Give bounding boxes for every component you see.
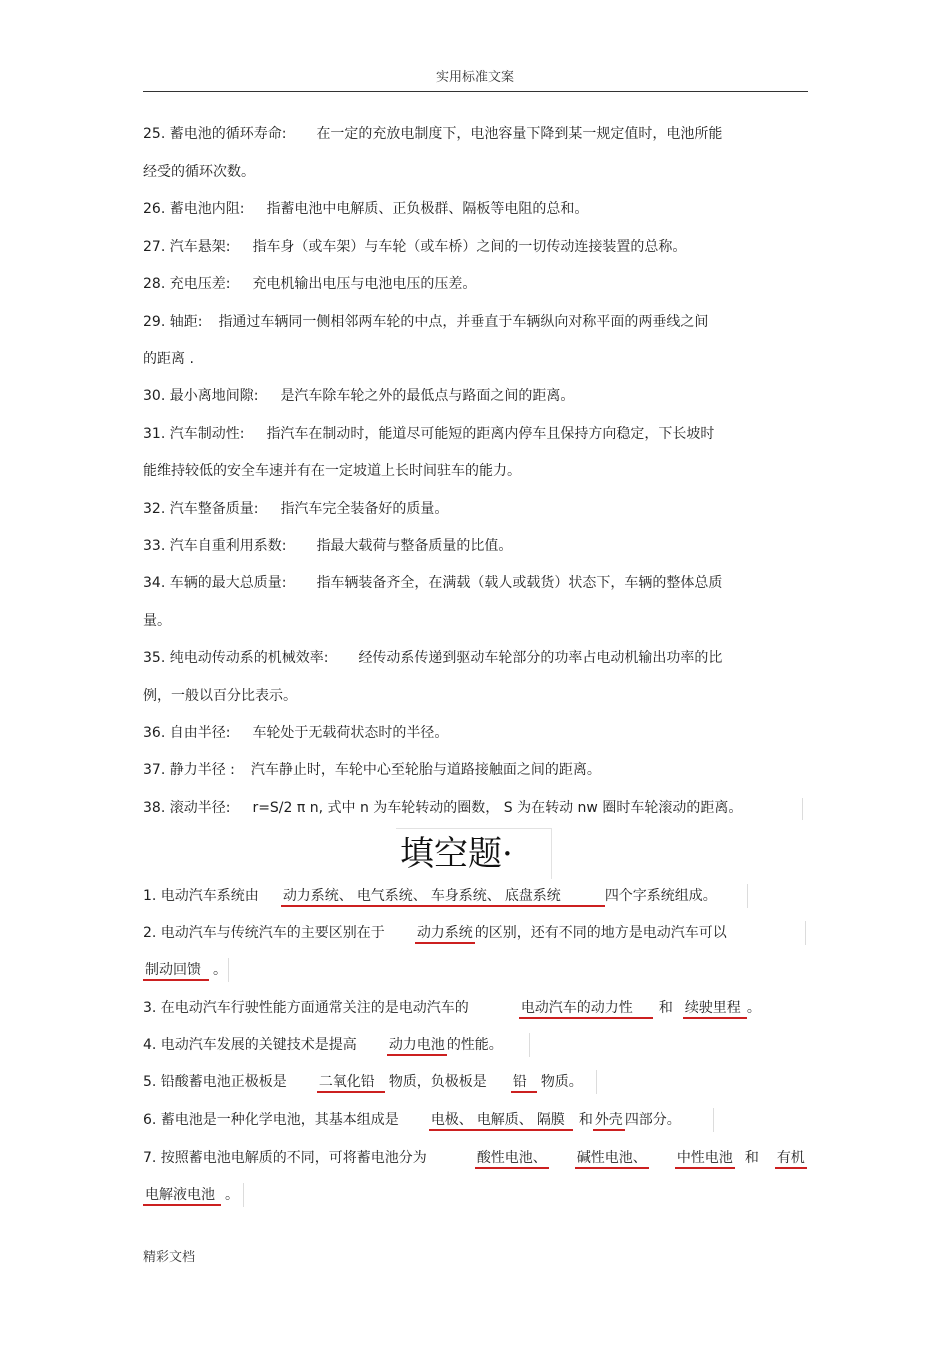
answer-blank: 酸性电池、 [475,1149,549,1169]
question-text: 物质。 [540,1074,583,1090]
answer-blank: 外壳 [593,1111,625,1131]
page-header-title: 实用标准文案 [435,70,514,85]
term: 26. 蓄电池内阻: [143,201,245,217]
answer-blank: 铅 [511,1073,537,1093]
fill-question-7-cont [143,1185,239,1206]
answer-blank: 电解液电池 [143,1186,221,1206]
term: 33. 汽车自重利用系数: [143,538,287,554]
term: 27. 汽车悬架: [143,239,231,255]
fill-question-5 [143,1072,583,1093]
definition-text: 指蓄电池中电解质、正负极群、隔板等电阻的总和。 [266,201,589,217]
definition-text: 车轮处于无载荷状态时的半径。 [252,725,449,741]
text-box-edge [747,884,748,908]
page-footer-text: 精彩文档 [143,1250,196,1265]
text-box-edge [243,1183,244,1207]
question-text: 。 [746,1000,761,1016]
fill-question-7 [143,1148,807,1169]
definition-text: 指车身（或车架）与车轮（或车桥）之间的一切传动连接装置的总称。 [252,239,687,255]
definition-29 [143,312,708,332]
question-text: 四部分。 [624,1112,681,1128]
definition-26 [143,199,588,219]
definition-34 [143,573,722,593]
definition-text: 充电机输出电压与电池电压的压差。 [252,276,477,292]
question-text: 3. 在电动汽车行驶性能方面通常关注的是电动汽车的 [143,1000,469,1016]
question-text: 和 [658,1000,673,1016]
section-title: 填空题· [400,834,513,874]
fill-question-2-cont [143,960,227,981]
question-text: 四个字系统组成。 [604,888,717,904]
definition-25 [143,124,722,144]
answer-blank: 有机 [775,1149,807,1169]
answer-blank: 中性电池 [675,1149,735,1169]
question-text: 1. 电动汽车系统由 [143,888,259,904]
question-text: 物质，负极板是 [388,1074,487,1090]
definition-text: 指通过车辆同一侧相邻两车轮的中点，并垂直于车辆纵向对称平面的两垂线之间 [218,314,709,330]
definition-36 [143,723,448,743]
definition-31 [143,424,714,444]
fill-question-2 [143,923,727,944]
definition-34-cont: 量。 [143,613,171,629]
definition-text: 指汽车完全装备好的质量。 [280,501,449,517]
definition-27 [143,237,686,257]
question-text: 5. 铅酸蓄电池正极板是 [143,1074,287,1090]
definition-33 [143,536,512,556]
definition-text: 指汽车在制动时，能道尽可能短的距离内停车且保持方向稳定，下长坡时 [266,426,715,442]
answer-blank: 制动回馈 [143,961,209,981]
answer-blank: 电极、 [429,1111,475,1131]
term: 28. 充电压差: [143,276,231,292]
term: 35. 纯电动传动系的机械效率: [143,650,329,666]
question-text: 。 [225,1187,239,1203]
question-text: 的性能。 [446,1037,503,1053]
fill-question-1 [143,886,717,907]
text-box-edge [802,798,803,820]
question-text: 6. 蓄电池是一种化学电池，其基本组成是 [143,1112,399,1128]
question-text: 和 [578,1112,593,1128]
question-text: 7. 按照蓄电池电解质的不同，可将蓄电池分为 [143,1150,427,1166]
definition-text: 指最大载荷与整备质量的比值。 [316,538,513,554]
term: 31. 汽车制动性: [143,426,245,442]
question-text: 4. 电动汽车发展的关键技术是提高 [143,1037,357,1053]
text-box-edge [713,1108,714,1132]
definition-28 [143,274,476,294]
fill-question-3 [143,998,761,1019]
definition-35 [143,648,722,668]
term: 32. 汽车整备质量: [143,501,259,517]
definition-text: r=S/2 π n, 式中 n 为车轮转动的圈数， S 为在转动 nw 圈时车轮滚动的距离。 [252,800,743,816]
term: 34. 车辆的最大总质量: [143,575,287,591]
question-text: 。 [213,962,227,978]
definition-text: 指车辆装备齐全，在满载（载人或载货）状态下，车辆的整体总质 [316,575,723,591]
answer-blank: 续驶里程 [683,999,747,1019]
definition-25-cont: 经受的循环次数。 [143,164,255,180]
text-box-edge [529,1033,530,1057]
fill-question-4 [143,1035,503,1056]
text-box-edge [228,958,229,982]
term: 30. 最小离地间隙: [143,388,259,404]
question-text: 和 [744,1150,759,1166]
text-box-edge [805,921,806,945]
term: 36. 自由半径: [143,725,231,741]
definition-35-cont: 例，一般以百分比表示。 [143,688,297,704]
answer-blank: 电解质、 [475,1111,535,1131]
answer-blank: 电气系统、 [355,887,429,907]
definition-text: 汽车静止时，车轮中心至轮胎与道路接触面之间的距离。 [250,762,601,778]
term: 29. 轴距: [143,314,203,330]
answer-blank: 碱性电池、 [575,1149,649,1169]
header-divider [143,91,808,92]
definition-text: 经传动系传递到驱动车轮部分的功率占电动机输出功率的比 [358,650,723,666]
definition-32 [143,499,448,519]
definition-37 [143,760,601,780]
question-text: 2. 电动汽车与传统汽车的主要区别在于 [143,925,385,941]
definition-30 [143,386,574,406]
answer-blank: 动力系统、 [281,887,355,907]
definition-text: 在一定的充放电制度下，电池容量下降到某一规定值时，电池所能 [316,126,723,142]
definition-38 [143,798,742,818]
answer-blank: 底盘系统 [503,887,605,907]
question-text: 的区别，还有不同的地方是电动汽车可以 [474,925,727,941]
term: 25. 蓄电池的循环寿命: [143,126,287,142]
answer-blank: 隔膜 [535,1111,573,1131]
answer-blank: 二氧化铅 [317,1073,385,1093]
answer-blank: 车身系统、 [429,887,503,907]
term: 38. 滚动半径: [143,800,231,816]
definition-31-cont: 能维持较低的安全车速并有在一定坡道上长时间驻车的能力。 [143,463,521,479]
term: 37. 静力半径 : [143,762,235,778]
answer-blank: 动力电池 [387,1036,447,1056]
fill-question-6 [143,1110,681,1131]
text-box-edge [596,1070,597,1094]
answer-blank: 电动汽车的动力性 [519,999,653,1019]
definition-29-cont: 的距离 . [143,351,194,367]
definition-text: 是汽车除车轮之外的最低点与路面之间的距离。 [280,388,575,404]
answer-blank: 动力系统 [415,924,475,944]
